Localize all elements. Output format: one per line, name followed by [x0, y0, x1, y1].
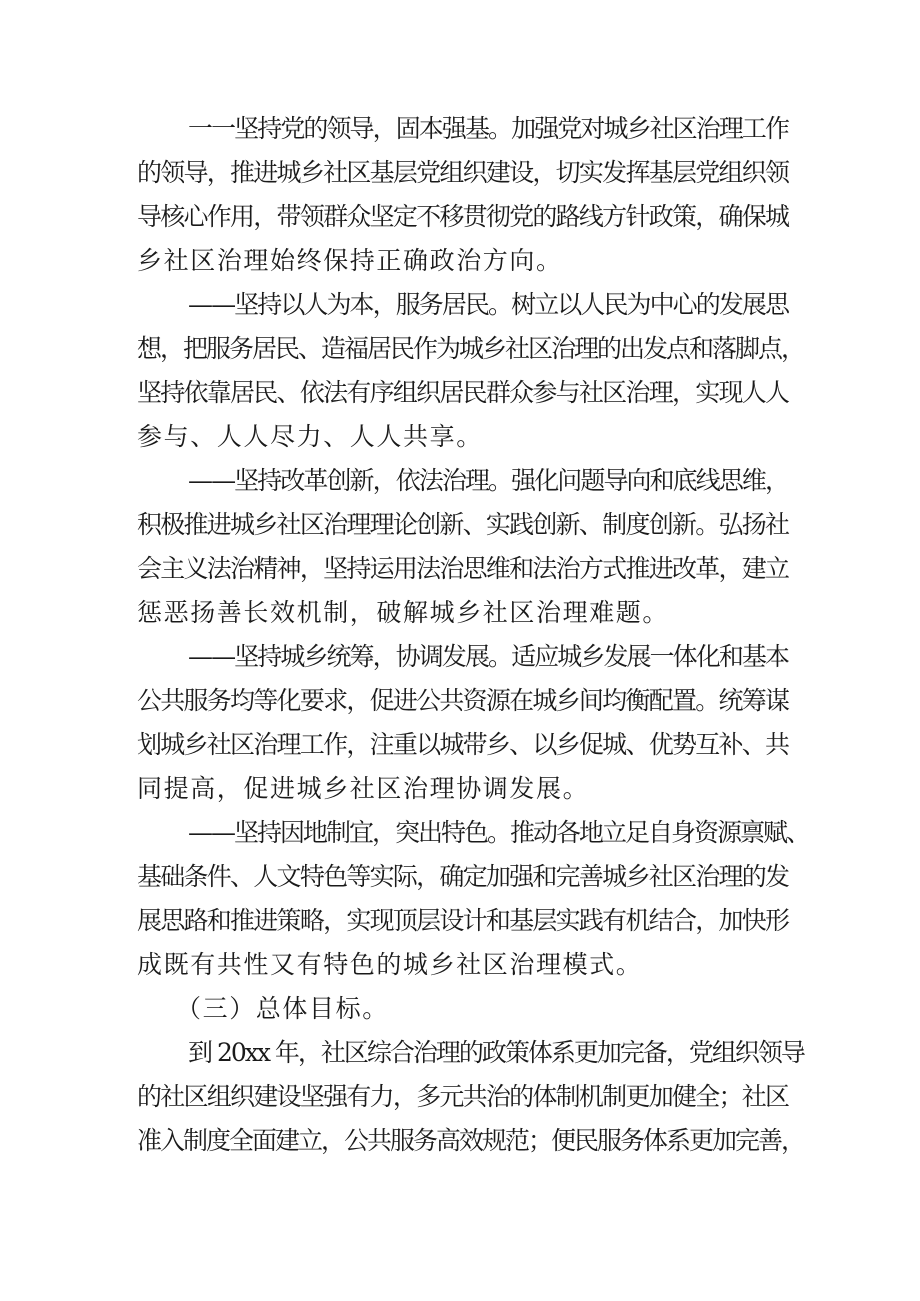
paragraph-4-line-3: 划城乡社区治理工作，注重以城带乡、以乡促城、优势互补、共: [137, 730, 789, 759]
paragraph-3-line-2: 积极推进城乡社区治理理论创新、实践创新、制度创新。弘扬社: [137, 510, 789, 539]
section-heading: （三）总体目标。: [176, 994, 389, 1023]
paragraph-6-line-1: 到 20xx 年，社区综合治理的政策体系更加完备，党组织领导: [188, 1038, 804, 1067]
paragraph-2-line-3: 坚持依靠居民、依法有序组织居民群众参与社区治理，实现人人: [137, 378, 789, 407]
paragraph-1-line-4: 乡社区治理始终保持正确政治方向。: [137, 246, 563, 275]
paragraph-2-line-2: 想，把服务居民、造福居民作为城乡社区治理的出发点和落脚点，: [137, 334, 805, 363]
paragraph-3-line-1: ——坚持改革创新，依法治理。强化问题导向和底线思维，: [188, 466, 789, 495]
paragraph-4-line-1: ——坚持城乡统筹，协调发展。适应城乡发展一体化和基本: [188, 642, 789, 671]
paragraph-4-line-4: 同提高，促进城乡社区治理协调发展。: [137, 774, 590, 803]
paragraph-5-line-1: ——坚持因地制宜，突出特色。推动各地立足自身资源禀赋、: [188, 818, 810, 847]
paragraph-5-line-2: 基础条件、人文特色等实际，确定加强和完善城乡社区治理的发: [137, 862, 789, 891]
paragraph-6-line-3: 准入制度全面建立，公共服务高效规范；便民服务体系更加完善，: [137, 1126, 805, 1155]
paragraph-1-line-2: 的领导，推进城乡社区基层党组织建设，切实发挥基层党组织领: [137, 158, 789, 187]
paragraph-2-line-1: ——坚持以人为本，服务居民。树立以人民为中心的发展思: [188, 290, 789, 319]
paragraph-4-line-2: 公共服务均等化要求，促进公共资源在城乡间均衡配置。统筹谋: [137, 686, 789, 715]
paragraph-5-line-3: 展思路和推进策略，实现顶层设计和基层实践有机结合，加快形: [137, 906, 789, 935]
paragraph-3-line-3: 会主义法治精神，坚持运用法治思维和法治方式推进改革，建立: [137, 554, 789, 583]
paragraph-2-line-4: 参与、人人尽力、人人共享。: [137, 422, 483, 451]
paragraph-6-line-2: 的社区组织建设坚强有力，多元共治的体制机制更加健全；社区: [137, 1082, 789, 1111]
paragraph-1-line-3: 导核心作用，带领群众坚定不移贯彻党的路线方针政策，确保城: [137, 202, 789, 231]
paragraph-5-line-4: 成既有共性又有特色的城乡社区治理模式。: [137, 950, 643, 979]
paragraph-3-line-4: 惩恶扬善长效机制，破解城乡社区治理难题。: [137, 598, 670, 627]
paragraph-1-line-1: 一一坚持党的领导，固本强基。加强党对城乡社区治理工作: [188, 114, 789, 143]
